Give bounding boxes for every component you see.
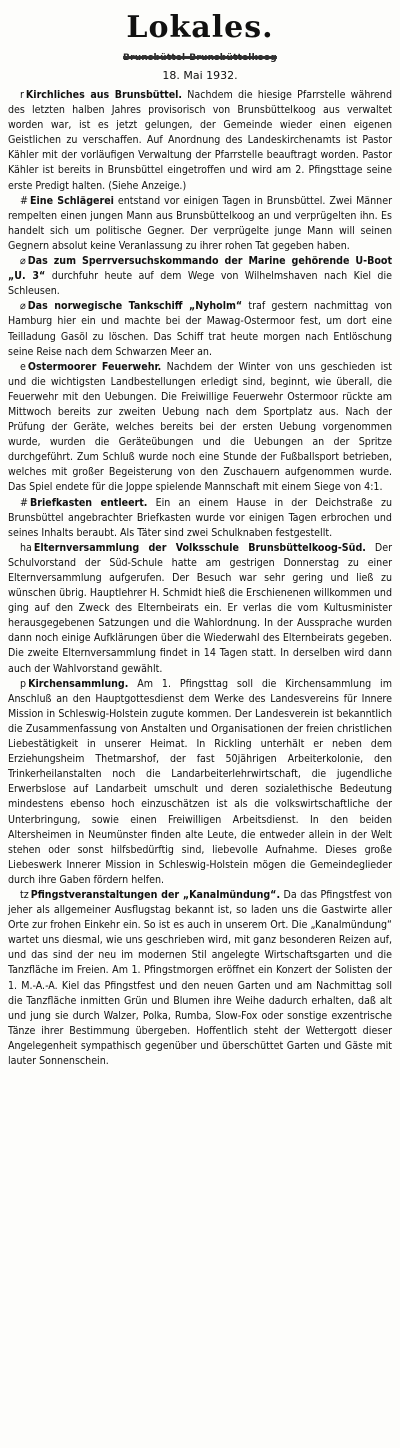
article-kirchensammlung xyxy=(8,677,392,888)
article-tag: # xyxy=(20,194,28,207)
article-tag: # xyxy=(20,496,28,509)
article-briefkasten xyxy=(8,496,392,541)
article-schlaegerei xyxy=(8,194,392,254)
article-feuerwehr xyxy=(8,360,392,496)
article-headline: Das norwegische Tankschiff „Nyholm“ xyxy=(27,300,243,313)
article-u-boot xyxy=(8,254,392,299)
article-headline: Pfingstveranstaltungen der „Kanalmündung“. xyxy=(30,888,281,901)
article-tankschiff xyxy=(8,299,392,359)
article-tag: ha xyxy=(20,541,32,554)
article-tag: r xyxy=(20,89,24,101)
article-headline: Das zum Sperrversuchskommando der Marine gehörende U-Boot „U. 3“ xyxy=(8,255,392,283)
article-tag: ⌀ xyxy=(20,300,26,313)
article-body: Ein an einem Hause in der Deichstraße zu Brunsbüttel angebrachter Briefkasten wurde vor einigen Tagen erbrochen und seines Inhalts beraubt. Als Täter sind zwei Schulknaben festgestellt. xyxy=(8,496,392,539)
article-body: durchfuhr heute auf dem Wege von Wilhelmshaven nach Kiel die Schleusen. xyxy=(8,270,392,298)
issue-date: 18. Mai 1932. xyxy=(162,69,238,82)
article-body: Nachdem die hiesige Pfarrstelle während des letzten halben Jahres provisorisch von Brunsbüttelkoog aus verwaltet worden war, ist es jetzt gelungen, der Gemeinde wieder einen eigenen Geistlichen zu verschaffen. Auf Anordnung des Landeskirchenamts ist Pastor Kähler mit der vorläufigen Verwaltung der Pfarrstelle beauftragt worden. Pastor Kähler ist bereits in Brunsbüttel eingetroffen und wird am 2. Pfingsttage seine erste Predigt halten. (Siehe Anzeige.) xyxy=(8,89,393,192)
article-body: Am 1. Pfingsttag soll die Kirchensammlung im Anschluß an den Hauptgottesdienst dem Werke des Landesvereins für Innere Mission in Schleswig-Holstein zugute kommen. Der Landesverein ist bekanntlich die Zusammenfassung von Anstalten und Organisationen der freien christlichen Liebestätigkeit in unserer Heimat. In Rickling unterhält er neben dem Erziehungsheim Thetmarshof, der fast 50jährigen Arbeiterkolonie, den Trinkerheilanstalten noch die Landarbeiterlehrwirtschaft, die jugendliche Erwerbslose auf Landarbeit umschult und deren sozialethische Bedeutung mindestens ebenso hoch einzuschätzen ist als die volkswirtschaftliche der Unterbringung, sowie einen Freiwilligen Arbeitsdienst. In den beiden Altersheimen in Neumünster finden alte Leute, die entweder allein in der Welt stehen oder sonst hilfsbedürftig sind, liebevolle Aufnahme. Dieses große Liebeswerk Innerer Mission in Schleswig-Holstein mögen die Gemeindeglieder durch ihre Gaben fördern helfen. xyxy=(8,677,392,886)
article-headline: Eine Schlägerei xyxy=(30,194,114,207)
article-headline: Ostermoorer Feuerwehr. xyxy=(27,360,162,373)
article-elternversammlung xyxy=(8,541,392,677)
article-tag: e xyxy=(20,360,26,373)
section-subtitle: Brunsbüttel-Brunsbüttelkoog xyxy=(123,53,277,63)
article-body: Nachdem der Winter von uns geschieden ist und die wichtigsten Landbestellungen erledigt sind, beginnt, wie überall, die Feuerwehr mit den Uebungen. Die Freiwillige Feuerwehr Ostermoor rückte am Mittwoch bereits zur zweiten Uebung nach dem Sportplatz aus. Nach der Prüfung der Geräte, welches bereits bei der ersten Uebung vorgenommen wurde, wurden die Geräteübungen und die Uebungen an der Spritze durchgeführt. Zum Schluß wurde noch eine Stunde der Fußballsport betrieben, welches mit großer Begeisterung von den Zuschauern aufgenommen wurde. Das Spiel endete für die Joppe spielende Mannschaft mit einem Siege von 4:1. xyxy=(8,360,392,494)
article-headline: Elternversammlung der Volksschule Brunsbüttelkoog-Süd. xyxy=(33,541,366,554)
article-body: traf gestern nachmittag von Hamburg hier ein und machte bei der Mawag-Ostermoor fest, um dort eine Teilladung Gasöl zu löschen. Das Schiff trat heute morgen nach Entlöschung seine Reise nach dem Schwarzen Meer an. xyxy=(8,300,393,358)
article-headline: Kirchensammlung. xyxy=(28,677,129,690)
article-tag: ⌀ xyxy=(20,255,26,268)
article-kirchliches xyxy=(8,88,392,194)
section-title: Lokales. xyxy=(126,10,274,45)
article-body: Der Schulvorstand der Süd-Schule hatte am gestrigen Donnerstag zu einer Elternversammlung aufgerufen. Der Besuch war sehr gering und ließ zu wünschen übrig. Hauptlehrer H. Schmidt hieß die Erschienenen willkommen und ging auf den Zweck des Elternbeirats ein. Er verlas die vom Kultusminister herausgegebenen Satzungen und die Wahlordnung. In der Aussprache wurden dann noch einige Aufklärungen über die Wiederwahl des Elternbeirats gegeben. Die zweite Elternversammlung findet in 14 Tagen statt. In derselben wird dann auch der Wahlvorstand gewählt. xyxy=(8,541,392,675)
article-headline: Kirchliches aus Brunsbüttel. xyxy=(25,89,183,101)
article-headline: Briefkasten entleert. xyxy=(30,496,148,509)
article-tag: tz xyxy=(20,888,29,901)
article-pfingsten xyxy=(8,888,392,1069)
article-body: entstand vor einigen Tagen in Brunsbüttel. Zwei Männer rempelten einen jungen Mann aus Brunsbüttelkoog an und verprügelten ihn. Es handelt sich um politische Gegner. Der verprügelte junge Mann will seinen Gegnern absolut keine Veranlassung zu ihrer rohen Tat gegeben haben. xyxy=(8,194,392,252)
article-body: Da das Pfingstfest von jeher als allgemeiner Ausflugstag bekannt ist, so laden uns die Gastwirte aller Orte zur frohen Einkehr ein. So ist es auch in unserem Ort. Die „Kanalmündung“ wartet uns diesmal, wie uns geschrieben wird, mit ganz besonderen Reizen auf, und das sind der neu im modernen Stil angelegte Wirtschaftsgarten und die Tanzfläche im Freien. Am 1. Pfingstmorgen eröffnet ein Konzert der Solisten der 1. M.-A.-A. Kiel das Pfingstfest und den neuen Garten und am Nachmittag soll die Tanzfläche inmitten Grün und Blumen ihre Weihe dadurch erhalten, daß alt und jung sie durch Walzer, Polka, Rumba, Slow-Fox oder sonstige exzentrische Tänze ihrer Bestimmung übergeben. Hoffentlich steht der Wettergott dieser Angelegenheit sympathisch gegenüber und überschüttet Garten und Gäste mit lauter Sonnenschein. xyxy=(8,888,392,1067)
article-tag: p xyxy=(20,677,27,690)
